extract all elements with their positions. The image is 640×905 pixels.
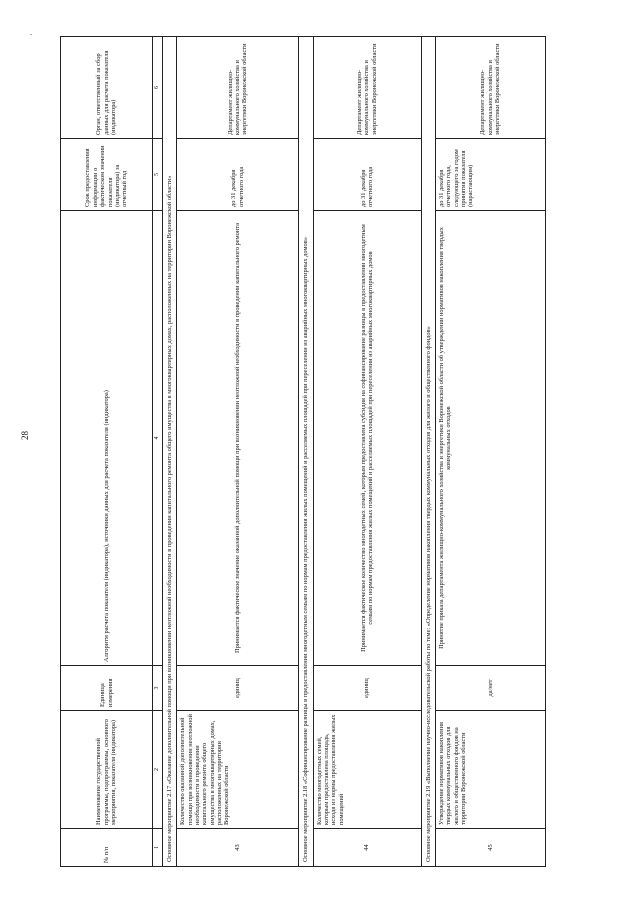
deadline: до 31 декабря отчетного года, следующего за годом принятия показателя (нарастающим) [435,139,545,211]
table-row [177,37,299,867]
unit: единиц [313,666,421,711]
section-title: Основное мероприятие 2.18 «Софинансирование разницы в предоставлении многодетным семьям по нормам предоставления жилых помещений и расселяемых площадей при переселении из аварийных многоквартирных домов» [299,37,313,867]
header-algorithm: Алгоритм расчета показателя (индикатора), источники данных для расчета показателя (индикатора) [61,211,153,666]
header-unit: Единица измерения [61,666,153,711]
responsible-organ: Департамент жилищно-коммунального хозяйства и энергетики Воронежской области [177,37,299,139]
column-number: 2 [153,711,163,829]
section-title-row [162,37,176,867]
corner-mark: . [30,28,32,37]
indicators-table [60,36,546,867]
algorithm: Принимается фактическое значение оказанной дополнительной помощи при возникновении неотложной необходимости в проведении капитального ремонта [177,211,299,666]
unit: да/нет [435,666,545,711]
section-title: Основное мероприятие 2.19 «Выполнение научно-исследовательской работы по теме: «Определение нормативов накопления твердых коммунальных отходов для жилого и общественного фондов» [421,37,435,867]
indicator-name: Количество многодетных семей, которым предоставлена площадь, исходя из нормы предоставления жилых помещений [313,711,421,829]
responsible-organ: Департамент жилищно-коммунального хозяйства и энергетики Воронежской области [313,37,421,139]
responsible-organ: Департамент жилищно-коммунального хозяйства и энергетики Воронежской области [435,37,545,139]
section-title-row [421,37,435,867]
column-number: 4 [153,211,163,666]
column-number: 3 [153,666,163,711]
row-number: 43 [177,829,299,867]
unit: единиц [177,666,299,711]
deadline: до 31 декабря отчетного года [177,139,299,211]
row-number: 44 [313,829,421,867]
column-number: 1 [153,829,163,867]
rotated-page [60,37,580,867]
indicator-name: Утверждение нормативов накопления твердых коммунальных отходов для жилого и общественного фондов на территории Воронежской области [435,711,545,829]
page-number: 28 [20,431,30,440]
table-row [435,37,545,867]
section-title: Основное мероприятие 2.17 «Оказание дополнительной помощи при возникновении неотложной необходимости в проведении капитального ремонта общего имущества в многоквартирных домах, расположенных на территории Воронежской области» [162,37,176,867]
indicator-name: Количество оказанной дополнительной помощи при возникновении неотложной необходимости в проведении капитального ремонта общего имущества в многоквартирных домах, расположенных на территории Воронежской области [177,711,299,829]
header-deadline: Срок предоставления информации о фактическом значении показателя (индикатора) за отчетный год [61,139,153,211]
algorithm: Принимается фактическое количество многодетных семей, которым предоставлена субсидия на софинансирование разницы в предоставлении многодетным семьям по нормам предоставления жилых помещений и расселяемых площадей при переселении из аварийных многоквартирных домов [313,211,421,666]
deadline: до 31 декабря отчетного года [313,139,421,211]
column-number-row [153,37,163,867]
column-number: 6 [153,37,163,139]
column-number: 5 [153,139,163,211]
table-row [313,37,421,867]
row-number: 45 [435,829,545,867]
header-organ: Орган, ответственный за сбор данных для расчета показателя (индикатора) [61,37,153,139]
header-name: Наименование государственной программы, подпрограммы, основного мероприятия, показателя (индикатора) [61,711,153,829]
section-title-row [299,37,313,867]
header-num: № п/п [61,829,153,867]
header-row [61,37,153,867]
algorithm: Принятие приказа департамента жилищно-коммунального хозяйства и энергетики Воронежской области об утверждении нормативов накопления твердых коммунальных отходов [435,211,545,666]
